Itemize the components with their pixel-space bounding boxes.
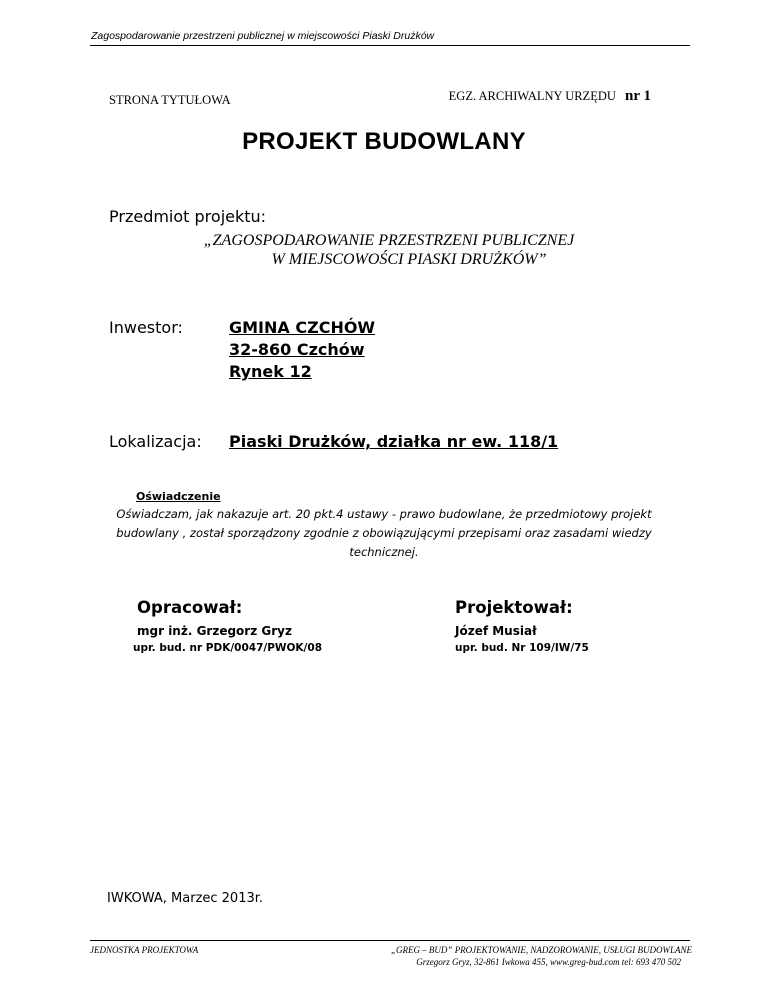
declaration-line-2: budowlany , został sporządzony zgodnie z obowiązującymi przepisami oraz zasadami wiedzy bbox=[116, 526, 652, 540]
footer-contact: Grzegorz Gryz, 32-861 Iwkowa 455, www.greg-bud.com tel: 693 470 502 bbox=[416, 957, 681, 967]
page-label-title-page: STRONA TYTUŁOWA bbox=[109, 93, 231, 107]
place-and-date: IWKOWA, Marzec 2013r. bbox=[107, 891, 264, 906]
prepared-by-role: Opracował: bbox=[137, 598, 243, 617]
prepared-by-license: upr. bud. nr PDK/0047/PWOK/08 bbox=[133, 642, 323, 654]
footer-company: „GREG – BUD” PROJEKTOWANIE, NADZOROWANIE, USŁUGI BUDOWLANE bbox=[390, 945, 692, 955]
declaration-line-1: Oświadczam, jak nakazuje art. 20 pkt.4 ustawy - prawo budowlane, że przedmiotowy projekt bbox=[116, 507, 652, 521]
investor-label: Inwestor: bbox=[109, 318, 183, 337]
investor-name: GMINA CZCHÓW bbox=[229, 318, 376, 337]
archive-copy-text: EGZ. ARCHIWALNY URZĘDU bbox=[448, 89, 616, 103]
document-title: PROJEKT BUDOWLANY bbox=[242, 128, 526, 155]
declaration-heading: Oświadczenie bbox=[136, 490, 221, 503]
header-rule bbox=[90, 45, 690, 46]
footer-rule bbox=[90, 940, 690, 941]
declaration-line-3: technicznej. bbox=[349, 545, 419, 559]
footer-left: JEDNOSTKA PROJEKTOWA bbox=[90, 945, 199, 955]
designed-by-name: Józef Musiał bbox=[455, 624, 537, 638]
designed-by-license: upr. bud. Nr 109/IW/75 bbox=[455, 642, 589, 654]
archive-copy-label bbox=[449, 88, 651, 105]
location-value: Piaski Drużków, działka nr ew. 118/1 bbox=[229, 432, 559, 451]
subject-label: Przedmiot projektu: bbox=[109, 207, 267, 226]
archive-copy-number: nr 1 bbox=[625, 88, 651, 104]
prepared-by-name: mgr inż. Grzegorz Gryz bbox=[137, 624, 292, 638]
location-label: Lokalizacja: bbox=[109, 432, 202, 451]
designed-by-role: Projektował: bbox=[455, 598, 573, 617]
investor-street: Rynek 12 bbox=[229, 362, 312, 381]
subject-line-1: „ZAGOSPODAROWANIE PRZESTRZENI PUBLICZNEJ bbox=[203, 232, 575, 249]
investor-postal: 32-860 Czchów bbox=[229, 340, 365, 359]
running-header: Zagospodarowanie przestrzeni publicznej w miejscowości Piaski Drużków bbox=[91, 30, 435, 42]
subject-line-2: W MIEJSCOWOŚCI PIASKI DRUŻKÓW” bbox=[271, 251, 547, 268]
